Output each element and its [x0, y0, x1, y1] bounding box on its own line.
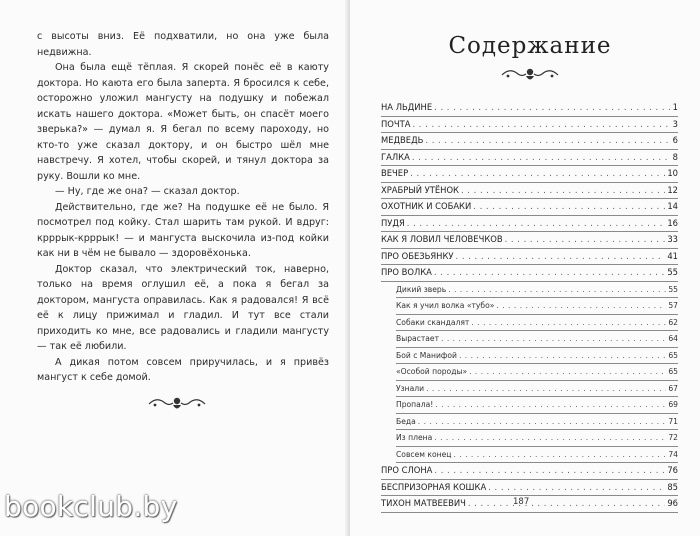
toc-entry	[381, 150, 678, 167]
page-number: 187	[513, 497, 530, 507]
toc-leader-dots	[441, 331, 666, 347]
toc-subentry	[396, 381, 678, 398]
toc-leader-dots	[434, 265, 665, 281]
toc-page-number: 14	[667, 201, 678, 211]
toc-title: ПОЧТА	[381, 118, 411, 129]
toc-title: ПРО ОБЕЗЬЯНКУ	[381, 250, 454, 261]
toc-leader-dots	[425, 133, 670, 149]
toc-title: Беда	[396, 416, 416, 426]
toc-page-number: 12	[667, 184, 678, 195]
paragraph: Действительно, где же? На подушке её не было. Я посмотрел под койку. Стал шарить там рукой. И вдруг: крррык-крррык! — и мангуста выскочила из-под койки как ни в чём не бывало — здоровёхонька.	[37, 201, 329, 259]
toc-leader-dots	[435, 397, 666, 413]
toc-leader-dots	[418, 414, 667, 430]
toc-leader-dots	[434, 463, 665, 479]
paragraph: с высоты вниз. Её подхватили, но она уже была недвижна.	[37, 31, 329, 58]
toc-title: МЕДВЕДЬ	[381, 135, 424, 145]
toc-entry	[381, 265, 678, 282]
toc-title: КАК Я ЛОВИЛ ЧЕЛОВЕЧКОВ	[381, 234, 503, 244]
toc-page-number: 41	[667, 250, 678, 261]
toc-leader-dots	[456, 249, 666, 265]
toc-leader-dots	[461, 183, 665, 199]
toc-title: ПРО СЛОНА	[381, 465, 433, 475]
watermark-logo: bookclub.by	[4, 490, 178, 523]
toc-leader-dots	[459, 348, 666, 364]
toc-entry	[381, 199, 678, 216]
toc-page-number: 3	[672, 118, 678, 129]
toc-title: Как я учил волка «тубо»	[396, 301, 495, 310]
toc-title: ТИХОН МАТВЕЕВИЧ	[381, 498, 466, 508]
toc-page-number: 1	[672, 102, 678, 112]
toc-entry	[381, 216, 678, 233]
toc-leader-dots	[473, 199, 665, 215]
toc-entry	[381, 249, 678, 266]
toc-title: Узнали	[396, 383, 425, 393]
toc-leader-dots	[434, 430, 666, 446]
toc-entry	[381, 133, 678, 150]
toc-title: НА ЛЬДИНЕ	[381, 102, 433, 112]
toc-leader-dots	[407, 216, 666, 232]
toc-title: Дикий зверь	[396, 284, 447, 294]
toc-page-number: 65	[668, 367, 678, 376]
toc-entry	[381, 117, 678, 134]
toc-leader-dots	[471, 315, 666, 331]
toc-page-number: 6	[672, 135, 678, 145]
toc-entry	[381, 100, 678, 117]
toc-page-number: 64	[668, 334, 678, 343]
toc-leader-dots	[412, 150, 671, 166]
paragraph: А дикая потом совсем приручилась, и я привёз мангуст к себе домой.	[37, 356, 329, 383]
toc-title: ГАЛКА	[381, 151, 410, 162]
toc-entry	[381, 183, 678, 200]
toc-title: Вырастает	[396, 334, 440, 343]
toc-subentry	[396, 282, 678, 299]
table-of-contents	[381, 100, 678, 513]
toc-page-number: 85	[667, 481, 678, 492]
toc-entry	[381, 463, 678, 480]
toc-leader-dots	[410, 166, 665, 182]
toc-leader-dots	[453, 447, 666, 463]
toc-title: Бой с Манифой	[396, 350, 457, 360]
toc-page-number: 69	[668, 400, 678, 409]
toc-page-number: 74	[668, 449, 678, 459]
flourish-ornament-icon	[147, 392, 207, 414]
toc-leader-dots	[496, 298, 666, 314]
toc-page-number: 33	[667, 234, 678, 244]
toc-leader-dots	[505, 232, 666, 248]
toc-subentry	[396, 447, 678, 464]
toc-subentry	[396, 331, 678, 348]
toc-page-number: 55	[667, 267, 678, 277]
toc-leader-dots	[488, 480, 665, 496]
toc-title: БЕСПРИЗОРНАЯ КОШКА	[381, 481, 487, 492]
toc-title: ПУДЯ	[381, 217, 405, 228]
toc-title: ОХОТНИК И СОБАКИ	[381, 201, 472, 211]
toc-page-number: 65	[668, 350, 678, 360]
toc-page-number: 71	[668, 416, 678, 426]
toc-subentry	[396, 348, 678, 365]
toc-page-number: 57	[668, 301, 678, 310]
heading-ornament-icon	[500, 64, 560, 84]
toc-subentry	[396, 430, 678, 447]
toc-page-number: 96	[667, 498, 678, 508]
toc-title: Совсем конец	[396, 449, 452, 459]
toc-entry	[381, 496, 678, 513]
toc-page-number: 55	[668, 284, 678, 294]
contents-heading: Содержание	[448, 33, 612, 59]
toc-page-number: 76	[667, 465, 678, 475]
toc-title: Пропала!	[396, 400, 434, 409]
toc-page-number: 72	[668, 433, 678, 442]
paragraph: Доктор сказал, что электрический ток, наверно, только на время оглушил её, а пока я бегал за доктором, мангуста оправилась. Как я радовался! Я всё её к лицу прижимал и гладил. И тут все стали приходить ко мне, все радовались и гладили мангусту — так её любили.	[37, 263, 329, 352]
toc-subentry	[396, 298, 678, 315]
toc-subentry	[396, 364, 678, 381]
toc-leader-dots	[448, 282, 666, 298]
toc-page-number: 16	[667, 217, 678, 228]
toc-title: ВЕЧЕР	[381, 168, 409, 178]
paragraph: Она была ещё тёплая. Я скорей понёс её в каюту доктора. Но каюта его была заперта. Я бросился к себе, осторожно уложил мангусту на подушку и побежал искать нашего доктора. «Может быть, он спасёт моего зверька?» — думал я. Я бегал по всему пароходу, но кто-то уже сказал доктору, и он быстро шёл мне навстречу. Я хотел, чтобы скорей, и тянул доктора за руку. Вошли ко мне.	[37, 62, 329, 182]
toc-entry	[381, 480, 678, 497]
toc-page-number: 67	[668, 383, 678, 393]
toc-page-number: 10	[667, 168, 678, 178]
toc-leader-dots	[469, 364, 666, 380]
toc-leader-dots	[468, 496, 666, 512]
toc-title: Из плена	[396, 433, 433, 442]
toc-title: ПРО ВОЛКА	[381, 267, 432, 277]
toc-subentry	[396, 397, 678, 414]
toc-leader-dots	[426, 381, 666, 397]
toc-subentry	[396, 414, 678, 431]
toc-title: ХРАБРЫЙ УТЁНОК	[381, 184, 459, 195]
toc-entry	[381, 232, 678, 249]
story-text	[37, 29, 329, 386]
paragraph: — Ну, где же она? — сказал доктор.	[55, 186, 240, 197]
toc-page-number: 8	[672, 151, 678, 162]
toc-page-number: 62	[668, 317, 678, 327]
toc-leader-dots	[434, 100, 671, 116]
toc-title: «Особой породы»	[396, 367, 468, 376]
toc-leader-dots	[412, 117, 670, 133]
toc-title: Собаки скандалят	[396, 317, 470, 327]
toc-subentry	[396, 315, 678, 332]
toc-entry	[381, 166, 678, 183]
